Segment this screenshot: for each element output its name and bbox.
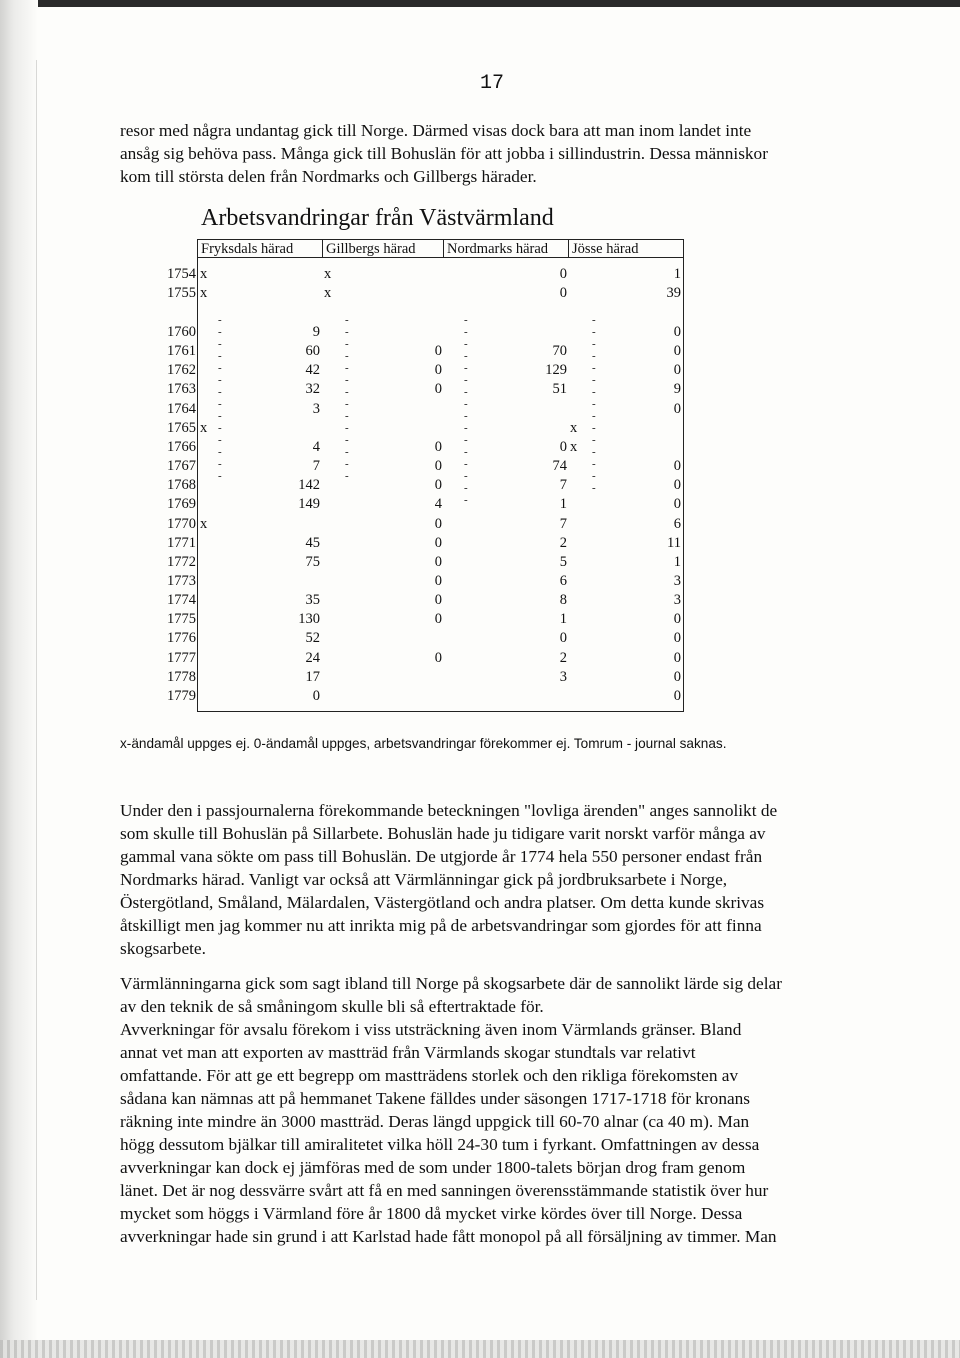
cell-josse: 11 [667,534,681,551]
cell-gillberg: 0 [434,477,442,494]
cell-fryksdal: 17 [305,668,320,685]
cell-gillberg: 0 [434,611,442,628]
dash-separator: -------------- [345,314,349,482]
cell-nordmark: 3 [559,668,567,685]
cell-fryksdal-marker: x [200,515,208,532]
cell-nordmark: 0 [559,438,567,455]
cell-gillberg: 0 [434,649,442,666]
text-line: högg dessutom bjälkar till amiralitetet vilka höll 24-30 tum i fyrkant. Omfattningen av dessa [120,1135,760,1154]
cell-josse: 0 [673,324,681,340]
scan-edge-bottom [0,1340,960,1358]
cell-josse-marker: x [570,419,578,436]
cell-josse: 1 [673,266,681,282]
cell-nordmark: 0 [559,266,567,282]
header-gillberg: Gillbergs härad [322,239,444,258]
row-year: 1777 [167,649,196,666]
dash-separator: ---------------- [464,314,468,506]
cell-fryksdal: 52 [305,630,320,647]
cell-josse: 0 [673,400,681,417]
cell-gillberg: x [324,266,332,282]
cell-josse: 0 [673,458,681,475]
row-year: 1763 [167,381,196,398]
text-line: avverkningar hade sin grund i att Karlstad hade fått monopol på all försäljning av timmer. Man [120,1227,777,1246]
text-line: sådana kan nämnas att på hemmanet Takene fälldes under säsongen 1717-1718 för kronans [120,1089,750,1108]
header-josse: Jösse härad [568,239,684,258]
cell-josse: 3 [673,572,681,589]
scan-edge-top [0,0,960,7]
cell-josse: 9 [673,381,681,398]
cell-josse: 0 [673,630,681,647]
cell-fryksdal: 142 [298,477,320,494]
cell-fryksdal: 130 [298,611,320,628]
cell-gillberg: 4 [434,496,442,513]
page-number: 17 [480,72,505,95]
cell-gillberg: 0 [434,515,442,532]
cell-fryksdal-marker: x [200,419,208,436]
cell-nordmark: 51 [552,381,567,398]
cell-fryksdal: 32 [305,381,320,398]
cell-josse: 3 [673,592,681,609]
cell-fryksdal: x [200,266,208,282]
cell-nordmark: 2 [559,649,567,666]
text-line: gammal vana sökte om pass till Bohuslän. De utgjorde år 1774 hela 550 personer endast från [120,847,763,866]
cell-nordmark: 2 [559,534,567,551]
cell-nordmark: 8 [559,592,567,609]
cell-fryksdal: 4 [312,438,320,455]
cell-fryksdal: 3 [312,400,320,417]
cell-gillberg: 0 [434,572,442,589]
row-year: 1762 [167,362,196,379]
table-bottom-rule [197,711,684,712]
cell-josse: 0 [673,362,681,379]
text-line: avverkningar kan dock ej jämföras med de som under 1800-talets början drog fram genom [120,1158,746,1177]
cell-nordmark: 1 [559,496,567,513]
row-year: 1778 [167,668,196,685]
cell-nordmark: 1 [559,611,567,628]
row-year: 1764 [167,400,196,417]
table-left-rule [197,258,198,712]
cell-fryksdal: 9 [312,324,320,340]
cell-gillberg: 0 [434,592,442,609]
text-line: omfattande. För att ge ett begrepp om mastträdens storlek och den rikliga förekomsten av [120,1066,739,1085]
cell-josse-marker: x [570,438,578,455]
cell-gillberg: 0 [434,438,442,455]
row-year: 1772 [167,553,196,570]
text-line: åtskilligt men jag kommer nu att inrikta mig på de arbetsvandringar som gjordes för att finna [120,916,762,935]
cell-josse: 6 [673,515,681,532]
cell-fryksdal: 149 [298,496,320,513]
cell-fryksdal: 75 [305,553,320,570]
cell-josse: 0 [673,496,681,513]
text-line: skogsarbete. [120,939,206,958]
header-nordmark: Nordmarks härad [443,239,569,258]
text-line: Nordmarks härad. Vanligt var också att Värmlänningar gick på jordbruksarbete i Norge, [120,870,728,889]
cell-josse: 0 [673,687,681,704]
row-year: 1769 [167,496,196,513]
row-year: 1776 [167,630,196,647]
row-year: 1761 [167,343,196,360]
row-year: 1767 [167,458,196,475]
text-line: annat vet man att exporten av mastträd från Värmlands skogar stundtals var relativt [120,1043,696,1062]
table-footnote: x-ändamål uppges ej. 0-ändamål uppges, arbetsvandringar förekommer ej. Tomrum - journal saknas. [120,736,727,751]
row-year: 1774 [167,592,196,609]
cell-josse: 1 [673,553,681,570]
text-line: ansåg sig behöva pass. Många gick till Bohuslän för att jobba i sillindustrin. Dessa människor [120,144,768,163]
row-year: 1766 [167,438,196,455]
dash-separator: --------------- [592,314,596,494]
cell-gillberg: 0 [434,534,442,551]
text-line: av den teknik de så småningom skulle bli så eftertraktade för. [120,997,544,1016]
cell-nordmark: 0 [559,285,567,301]
cell-fryksdal: 42 [305,362,320,379]
cell-fryksdal: 45 [305,534,320,551]
cell-fryksdal: 24 [305,649,320,666]
text-line: kom till största delen från Nordmarks och Gillbergs härader. [120,167,537,186]
cell-gillberg: 0 [434,458,442,475]
cell-josse: 39 [666,285,681,301]
cell-gillberg: 0 [434,553,442,570]
row-year: 1760 [167,324,196,340]
cell-nordmark: 7 [559,515,567,532]
cell-fryksdal: x [200,285,208,301]
cell-gillberg: 0 [434,381,442,398]
row-year: 1768 [167,477,196,494]
cell-josse: 0 [673,668,681,685]
cell-josse: 0 [673,611,681,628]
table-title: Arbetsvandringar från Västvärmland [201,205,554,231]
cell-nordmark: 70 [552,343,567,360]
cell-nordmark: 129 [545,362,567,379]
text-line: som skulle till Bohuslän på Sillarbete. Bohuslän hade ju tidigare varit norskt varför många av [120,824,766,843]
cell-nordmark: 5 [559,553,567,570]
scan-edge-left [0,0,38,1358]
row-year: 1765 [167,419,196,436]
scan-edge-line [36,60,37,1300]
cell-fryksdal: 60 [305,343,320,360]
cell-josse: 0 [673,477,681,494]
row-year: 1779 [167,687,196,704]
text-line: Värmlänningarna gick som sagt ibland till Norge på skogsarbete där de sannolikt lärde sig delar [120,974,782,993]
row-year: 1775 [167,611,196,628]
row-year: 1754 [167,266,196,282]
cell-nordmark: 7 [559,477,567,494]
cell-fryksdal: 7 [312,458,320,475]
cell-nordmark: 0 [559,630,567,647]
cell-nordmark: 6 [559,572,567,589]
cell-nordmark: 74 [552,458,567,475]
cell-gillberg: 0 [434,362,442,379]
cell-josse: 0 [673,343,681,360]
cell-gillberg: x [324,285,332,301]
text-line: Under den i passjournalerna förekommande beteckningen "lovliga ärenden" anges sannolikt de [120,801,778,820]
cell-gillberg: 0 [434,343,442,360]
row-year: 1773 [167,572,196,589]
cell-fryksdal: 35 [305,592,320,609]
table-right-rule [683,258,684,712]
text-line: Avverkningar för avsalu förekom i viss utsträckning även inom Värmlands gränser. Bland [120,1020,742,1039]
cell-josse: 0 [673,649,681,666]
text-line: räkning inte mindre än 3000 mastträd. Deras längd uppgick till 60-70 alnar (ca 40 m). Man [120,1112,750,1131]
dash-separator: -------------- [218,314,222,482]
text-line: Östergötland, Småland, Mälardalen, Västergötland och andra platser. Om detta kunde skrivas [120,893,765,912]
text-line: mycket som höggs i Värmland före år 1800 då mycket virke kördes över till Norge. Dessa [120,1204,743,1223]
row-year: 1770 [167,515,196,532]
text-line: resor med några undantag gick till Norge. Därmed visas dock bara att man inom landet inte [120,121,752,140]
cell-fryksdal: 0 [312,687,320,704]
header-fryksdal: Fryksdals härad [197,239,323,258]
text-line: länet. Det är nog dessvärre svårt att få en med sanningen överensstämmande statistik över hur [120,1181,769,1200]
row-year: 1771 [167,534,196,551]
row-year: 1755 [167,285,196,301]
